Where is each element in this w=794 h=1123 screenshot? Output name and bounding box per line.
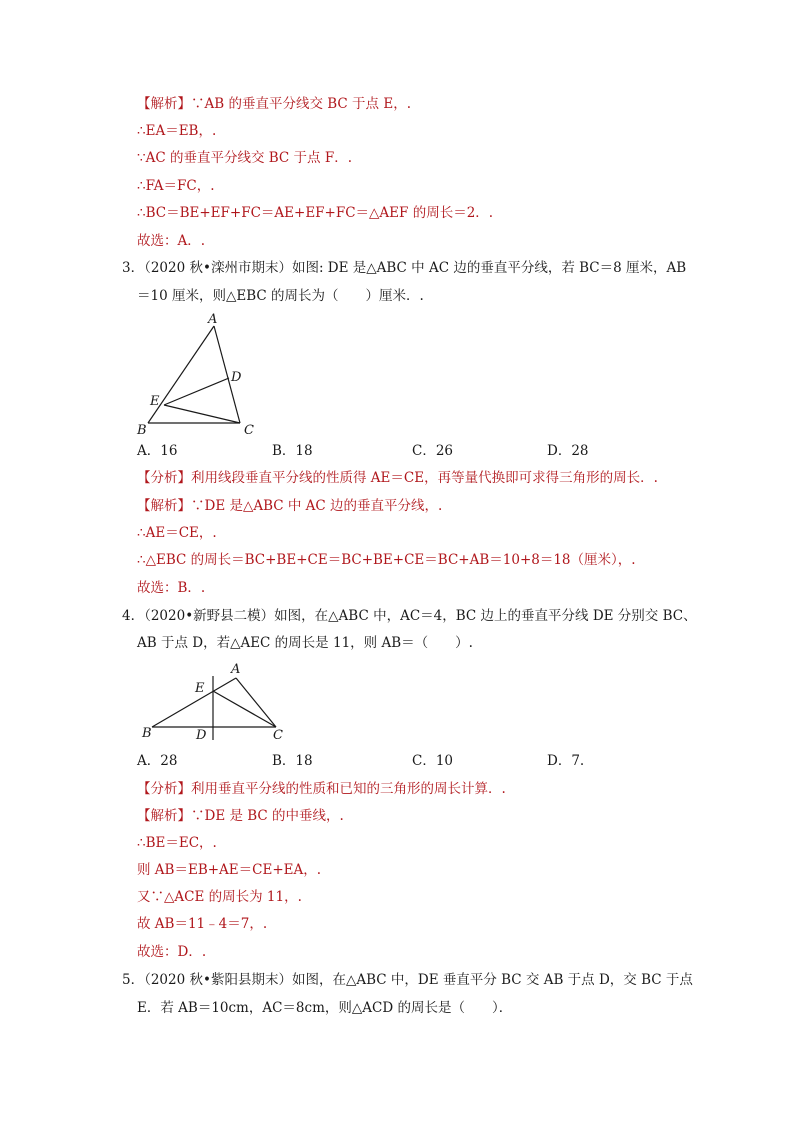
q3-option-c[interactable]: C．26: [412, 443, 454, 459]
q3-step-2: ∴△EBC 的周长＝BC+BE+CE＝BC+BE+CE＝BC+AB＝10+8＝18（厘米），.: [137, 552, 636, 568]
q3-label-a: A: [208, 312, 218, 327]
q4-segment-ec: [213, 691, 276, 727]
q3-jiexi-line: [137, 497, 442, 515]
q4-jiexi-text: ∵DE 是 BC 的中垂线，.: [191, 808, 344, 824]
jiexi-label: 【解析】: [137, 498, 191, 514]
q4-step-3: 又∵△ACE 的周长为 11，.: [137, 889, 302, 905]
q4-option-d[interactable]: D．7.: [547, 753, 585, 769]
q3-answer: 故选：B．.: [137, 580, 206, 596]
q3-step-1: ∴AE＝CE，.: [137, 525, 217, 541]
q4-jiexi-line: [137, 807, 344, 825]
q4-fenxi-line: [137, 780, 506, 798]
q4-stem-line2: AB 于点 D，若△AEC 的周长是 11，则 AB＝（ ）.: [137, 635, 473, 651]
q3-fenxi-line: [137, 469, 658, 487]
q5-stem-line1: 5．（2020 秋•紫阳县期末）如图，在△ABC 中，DE 垂直平分 BC 交 AB 于点 D，交 BC 于点: [122, 972, 693, 988]
q3-option-b[interactable]: B．18: [272, 443, 313, 459]
q3-label-c: C: [244, 423, 254, 438]
prev-analysis-line: [137, 95, 411, 113]
prev-step-2: ∵AC 的垂直平分线交 BC 于点 F．.: [137, 150, 352, 166]
q3-option-a[interactable]: A．16: [137, 443, 178, 459]
q4-label-b: B: [142, 726, 152, 741]
analysis-label: 【解析】: [137, 96, 191, 112]
q4-stem-line1: 4．（2020•新野县二模）如图，在△ABC 中，AC＝4，BC 边上的垂直平分线 DE 分别交 BC、: [122, 608, 697, 624]
q3-option-d[interactable]: D．28: [547, 443, 589, 459]
q3-segment-ec: [164, 405, 240, 423]
prev-analysis-text: ∵AB 的垂直平分线交 BC 于点 E，.: [191, 96, 411, 112]
fenxi-label: 【分析】: [137, 470, 191, 486]
q4-step-1: ∴BE＝EC，.: [137, 835, 217, 851]
q4-label-c: C: [273, 728, 283, 743]
q5-stem-line2: E．若 AB＝10cm，AC＝8cm，则△ACD 的周长是（ ）．: [137, 1000, 513, 1016]
jiexi-label: 【解析】: [137, 808, 191, 824]
q4-label-d: D: [196, 728, 207, 743]
q4-option-b[interactable]: B．18: [272, 753, 313, 769]
q4-label-a: A: [231, 662, 241, 677]
q3-fenxi-text: 利用线段垂直平分线的性质得 AE＝CE，再等量代换即可求得三角形的周长．.: [191, 470, 658, 486]
q3-stem-line2: ＝10 厘米，则△EBC 的周长为（ ）厘米．.: [137, 288, 424, 304]
prev-step-4: ∴BC＝BE+EF+FC＝AE+EF+FC＝△AEF 的周长＝2．.: [137, 205, 494, 221]
q4-fenxi-text: 利用垂直平分线的性质和已知的三角形的周长计算．.: [191, 781, 506, 797]
q4-option-c[interactable]: C．10: [412, 753, 454, 769]
q3-label-e: E: [150, 394, 160, 409]
q4-answer: 故选：D．.: [137, 944, 207, 960]
q4-triangle-figure: [136, 656, 296, 748]
prev-step-1: ∴EA＝EB，.: [137, 123, 217, 139]
q3-label-b: B: [137, 423, 147, 438]
q4-step-2: 则 AB＝EB+AE＝CE+EA，.: [137, 862, 322, 878]
q3-stem-line1: 3．（2020 秋•滦州市期末）如图: DE 是△ABC 中 AC 边的垂直平分线，若 BC＝8 厘米，AB: [122, 260, 687, 276]
q4-label-e: E: [195, 681, 205, 696]
q3-jiexi-text: ∵DE 是△ABC 中 AC 边的垂直平分线，.: [191, 498, 443, 514]
q3-segment-ed: [164, 378, 229, 405]
q4-side-ab: [152, 678, 236, 727]
q4-option-a[interactable]: A．28: [137, 753, 178, 769]
prev-step-3: ∴FA＝FC，.: [137, 178, 215, 194]
q3-triangle-figure: [130, 308, 270, 440]
q4-step-4: 故 AB＝11﹣4＝7，.: [137, 916, 268, 932]
fenxi-label: 【分析】: [137, 781, 191, 797]
prev-answer: 故选：A．.: [137, 233, 206, 249]
q4-side-ac: [236, 678, 276, 727]
q3-label-d: D: [231, 370, 242, 385]
